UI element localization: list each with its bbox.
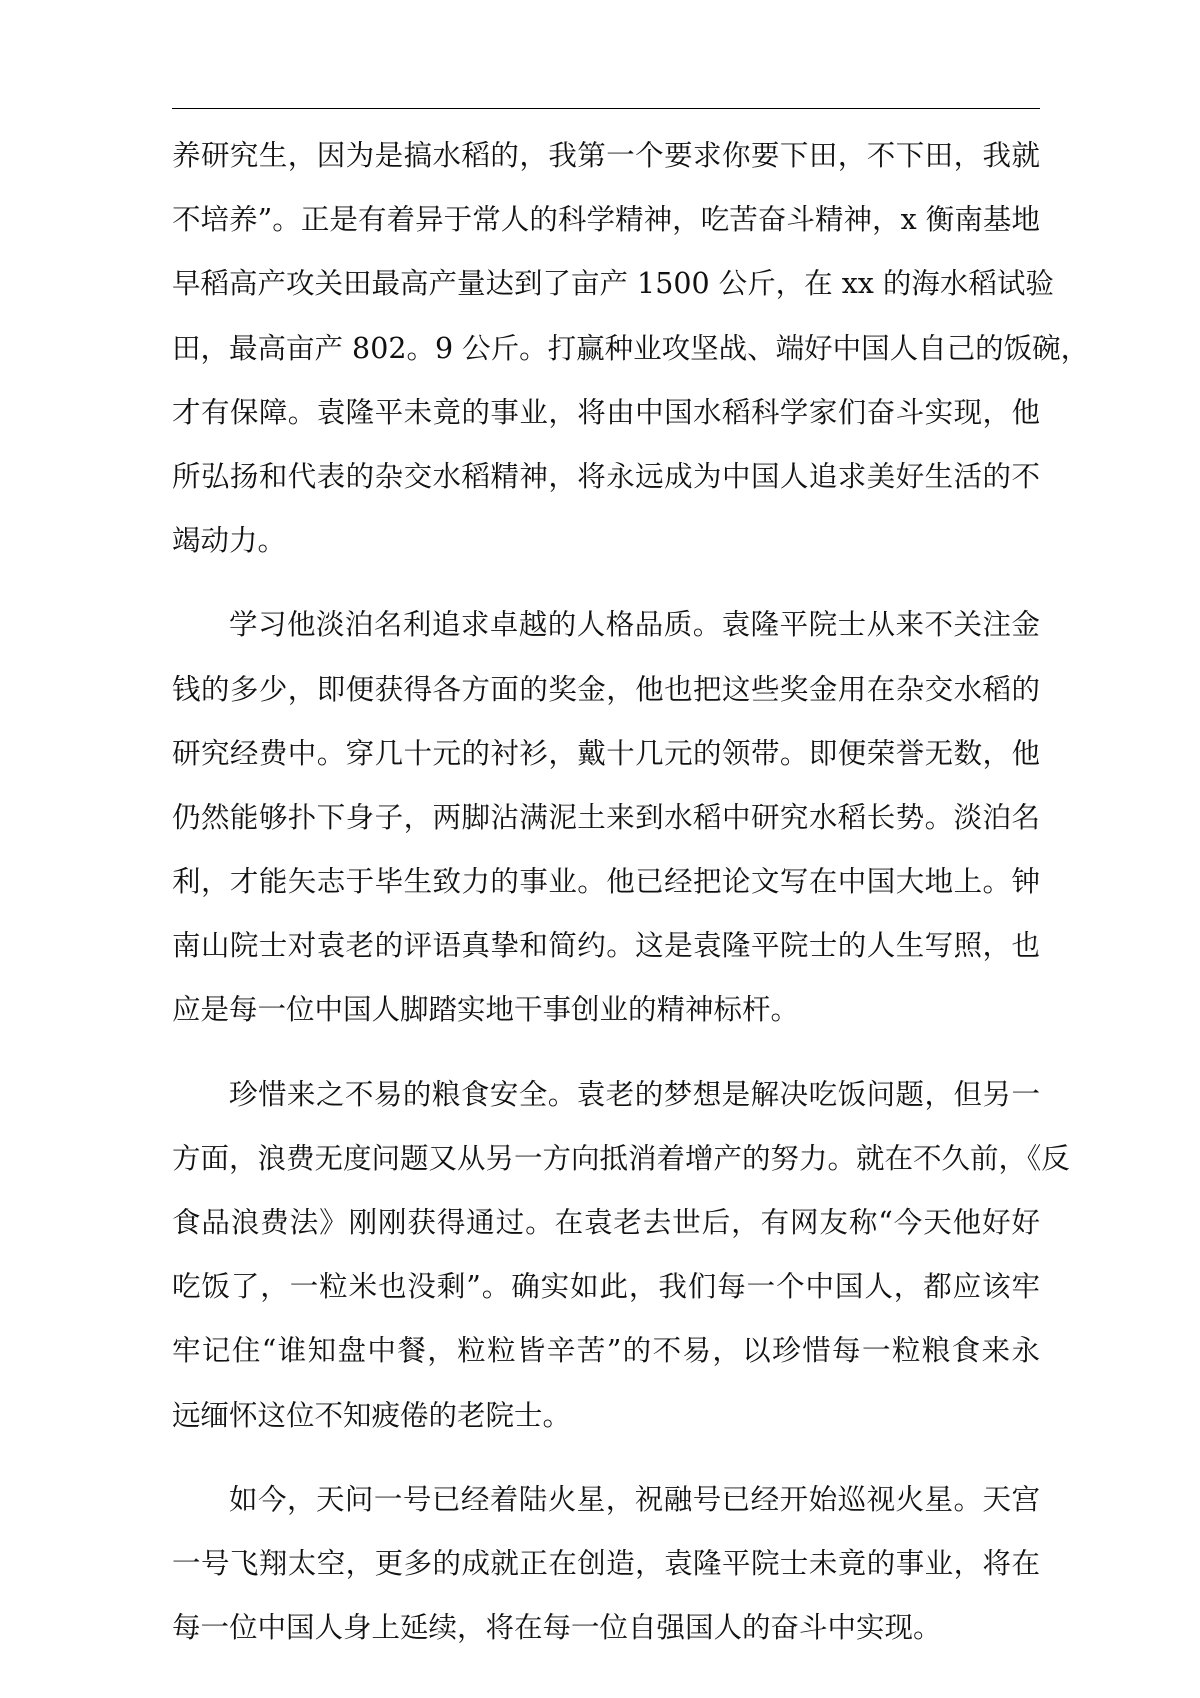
paragraph-line: 远缅怀这位不知疲倦的老院士。 (172, 1398, 572, 1432)
paragraph-line: 应是每一位中国人脚踏实地干事创业的精神标杆。 (172, 993, 800, 1027)
body-text (172, 124, 1090, 1660)
paragraph-line: 南山院士对袁老的评语真挚和简约。这是袁隆平院士的人生写照，也 (172, 929, 1040, 963)
paragraph-line: 一号飞翔太空，更多的成就正在创造，袁隆平院士未竟的事业，将在 (172, 1546, 1040, 1580)
header-rule (172, 108, 1040, 109)
paragraph-line: 学习他淡泊名利追求卓越的人格品质。袁隆平院士从来不关注金 (229, 608, 1040, 642)
paragraph-line: 早稻高产攻关田最高产量达到了亩产 1500 公斤，在 xx 的海水稻试验 (172, 267, 1054, 301)
paragraph-line: 每一位中国人身上延续，将在每一位自强国人的奋斗中实现。 (172, 1611, 942, 1645)
paragraph-line: 仍然能够扑下身子，两脚沾满泥土来到水稻中研究水稻长势。淡泊名 (172, 800, 1040, 834)
paragraph-line: 利，才能矢志于毕生致力的事业。他已经把论文写在中国大地上。钟 (172, 865, 1040, 899)
paragraph-line: 不培养”。正是有着异于常人的科学精神，吃苦奋斗精神，x 衡南基地 (172, 203, 1040, 237)
paragraph-line: 田，最高亩产 802。9 公斤。打赢种业攻坚战、端好中国人自己的饭碗， (172, 331, 1090, 365)
paragraph-line: 所弘扬和代表的杂交水稻精神，将永远成为中国人追求美好生活的不 (172, 459, 1040, 493)
paragraph-line: 养研究生，因为是搞水稻的，我第一个要求你要下田，不下田，我就 (172, 139, 1040, 172)
paragraph-2 (172, 593, 1040, 1042)
paragraph-line: 钱的多少，即便获得各方面的奖金，他也把这些奖金用在杂交水稻的 (172, 672, 1040, 706)
paragraph-line: 研究经费中。穿几十元的衬衫，戴十几元的领带。即便荣誉无数，他 (172, 736, 1040, 770)
paragraph-line: 牢记住“谁知盘中餐，粒粒皆辛苦”的不易，以珍惜每一粒粮食来永 (172, 1334, 1040, 1368)
paragraph-line: 珍惜来之不易的粮食安全。袁老的梦想是解决吃饭问题，但另一 (229, 1077, 1040, 1111)
paragraph-line: 食品浪费法》刚刚获得通过。在袁老去世后，有网友称“今天他好好 (172, 1206, 1040, 1239)
paragraph-line: 竭动力。 (172, 524, 287, 558)
paragraph-1 (172, 124, 1090, 573)
paragraph-line: 方面，浪费无度问题又从另一方向抵消着增产的努力。就在不久前，《反 (172, 1141, 1070, 1175)
paragraph-line: 才有保障。袁隆平未竟的事业，将由中国水稻科学家们奋斗实现，他 (172, 395, 1040, 429)
paragraph-line: 如今，天问一号已经着陆火星，祝融号已经开始巡视火星。天宫 (229, 1482, 1040, 1516)
paragraph-3 (172, 1063, 1070, 1448)
paragraph-line: 吃饭了，一粒米也没剩”。确实如此，我们每一个中国人，都应该牢 (172, 1270, 1040, 1304)
paragraph-4 (172, 1468, 1040, 1661)
